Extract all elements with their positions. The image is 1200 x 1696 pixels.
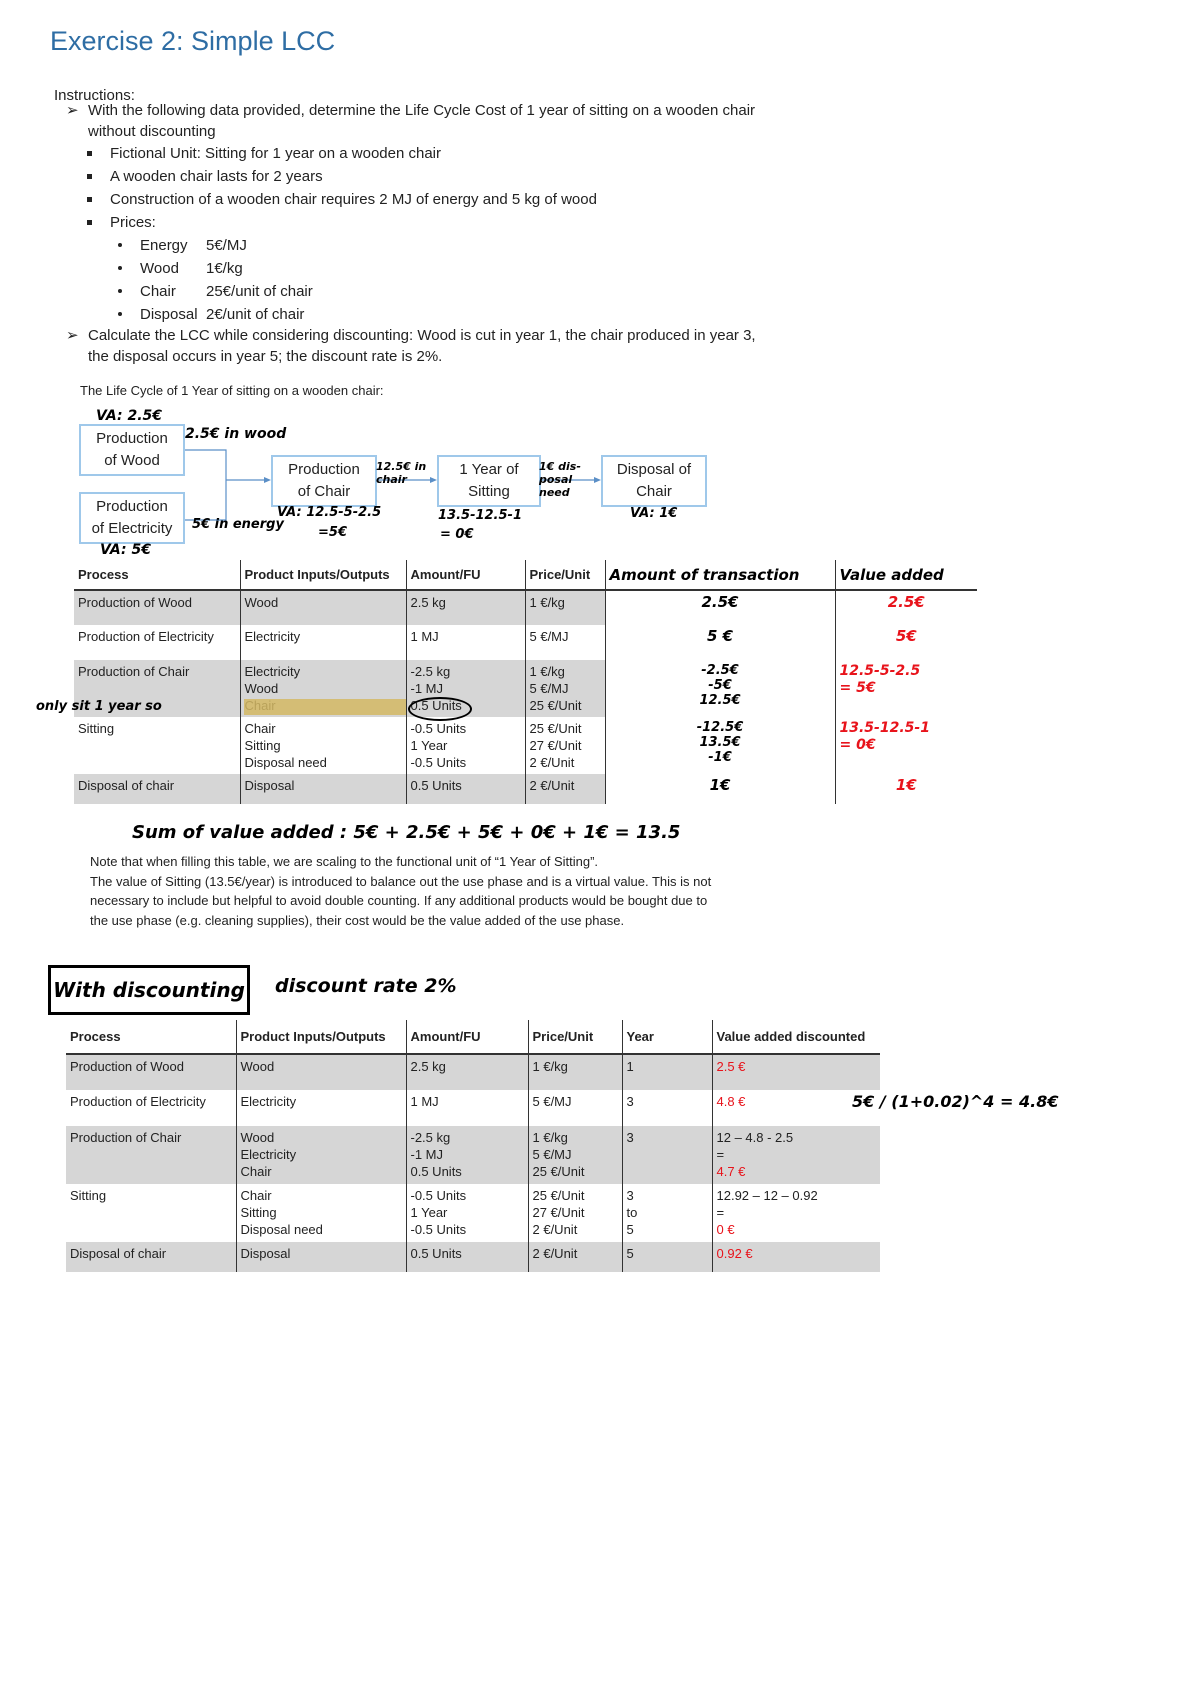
cell-io: Disposal [236, 1242, 406, 1272]
box-production-electricity: Production of Electricity [79, 492, 185, 544]
price-item: Disposal [140, 306, 198, 323]
hand-disposal-flow: 1€ dis-posal need [539, 460, 581, 499]
arrow-bullet-icon: ➢ [66, 327, 79, 344]
cell-amount: 0.5 Units [406, 774, 525, 804]
col-header-io: Product Inputs/Outputs [236, 1020, 406, 1054]
hand-with-discounting-box: With discounting [48, 965, 250, 1015]
cell-amount: 2.5 kg [406, 1054, 528, 1090]
page-title: Exercise 2: Simple LCC [50, 26, 336, 56]
cell-value-added: 2.5€ [835, 590, 977, 625]
table-row [74, 660, 977, 717]
cell-price: 5 €/MJ [525, 625, 605, 660]
hand-sit-calc: 13.5-12.5-1 [438, 508, 522, 523]
instruction-2: Calculate the LCC while considering discounting: Wood is cut in year 1, the chair produced in year 3, [88, 327, 756, 344]
cell-transaction: 1€ [605, 774, 835, 804]
table-row [74, 774, 977, 804]
va-red: 2.5 € [716, 1059, 746, 1074]
cell-year: 3 [622, 1090, 712, 1126]
cell-va [712, 1184, 880, 1242]
va-formula: 12 – 4.8 - 2.5 = [716, 1130, 794, 1162]
cell-process: Production of Wood [66, 1054, 236, 1090]
va-red: 4.8 € [716, 1094, 746, 1109]
cell-io: Chair Sitting Disposal need [240, 717, 406, 774]
note-line: Note that when filling this table, we are scaling to the functional unit of “1 Year of Sitting”. [90, 854, 599, 869]
cell-process: Sitting [78, 721, 115, 736]
note-line: necessary to include but helpful to avoid double counting. If any additional products would be bought due to [90, 893, 708, 908]
va-red: 0 € [716, 1222, 735, 1237]
cell-io: Wood [236, 1054, 406, 1090]
col-header-value-added: Value added [835, 560, 977, 590]
col-header-year: Year [622, 1020, 712, 1054]
hand-va-disposal: VA: 1€ [630, 506, 678, 521]
cell-io: Wood Electricity Chair [236, 1126, 406, 1184]
price-value: 1€/kg [206, 260, 243, 277]
hand-only-sit-note: only sit 1 year so [36, 699, 162, 714]
units-circle-mark [408, 697, 472, 721]
cell-price: 2 €/Unit [525, 774, 605, 804]
box-production-wood: Production of Wood [79, 424, 185, 476]
hand-energy-flow: 5€ in energy [192, 517, 284, 532]
price-value: 25€/unit of chair [206, 283, 313, 300]
cell-value-added: 1€ [835, 774, 977, 804]
note-line: The value of Sitting (13.5€/year) is introduced to balance out the use phase and is a virtual value. This is not [90, 873, 712, 889]
cell-va [712, 1242, 880, 1272]
col-header-process: Process [74, 560, 240, 590]
box-year-sitting: 1 Year of Sitting [437, 455, 541, 507]
instruction-2-cont: the disposal occurs in year 5; the discount rate is 2%. [88, 348, 443, 365]
col-header-price: Price/Unit [525, 560, 605, 590]
cell-process: Production of Electricity [70, 1094, 206, 1109]
cell-price: 25 €/Unit 27 €/Unit 2 €/Unit [528, 1184, 622, 1242]
hand-sum-value-added: Sum of value added : 5€ + 2.5€ + 5€ + 0€ + 1€ = 13.5 [132, 822, 681, 843]
cell-process: Production of Chair [66, 1126, 236, 1184]
cell-year: 3 [622, 1126, 712, 1184]
cell-process: Production of Wood [74, 590, 240, 625]
arrow-bullet-icon: ➢ [66, 102, 79, 119]
price-item: Chair [140, 283, 176, 300]
col-header-amount: Amount/FU [406, 1020, 528, 1054]
hand-wood-flow: 2.5€ in wood [185, 426, 287, 442]
hand-va-chair-result: =5€ [318, 525, 347, 540]
note-line: the use phase (e.g. cleaning supplies), their cost would be the value added of the use phase. [90, 912, 625, 928]
hand-va-elec: VA: 5€ [100, 542, 151, 558]
cell-price: 5 €/MJ [528, 1090, 622, 1126]
cell-amount: -0.5 Units 1 Year -0.5 Units [406, 717, 525, 774]
cell-process: Disposal of chair [66, 1242, 236, 1272]
cell-value-added: 13.5-12.5-1 = 0€ [835, 717, 977, 774]
col-header-transaction: Amount of transaction [605, 560, 835, 590]
cell-year: 3 to 5 [622, 1184, 712, 1242]
cell-io: Electricity [236, 1090, 406, 1126]
price-value: 2€/unit of chair [206, 306, 305, 323]
box-disposal-chair: Disposal of Chair [601, 455, 707, 507]
flow-connectors [0, 0, 1200, 560]
table-row [66, 1054, 880, 1090]
table-row [66, 1242, 880, 1272]
table-row [66, 1126, 880, 1184]
lcc-table [74, 560, 977, 804]
chair-highlight [244, 699, 406, 715]
cell-amount: 1 MJ [406, 625, 525, 660]
bullet-item: Prices: [110, 214, 156, 231]
cell-io: Disposal [240, 774, 406, 804]
va-red: 4.7 € [716, 1164, 746, 1179]
cell-transaction: -2.5€ -5€ 12.5€ [605, 660, 835, 717]
col-header-price: Price/Unit [528, 1020, 622, 1054]
cell-io: Chair Sitting Disposal need [236, 1184, 406, 1242]
cell-amount: 0.5 Units [406, 1242, 528, 1272]
instructions-label: Instructions: [54, 87, 135, 104]
table-row [66, 1184, 880, 1242]
col-header-io: Product Inputs/Outputs [240, 560, 406, 590]
col-header-process: Process [66, 1020, 236, 1054]
hand-va-wood: VA: 2.5€ [96, 408, 162, 424]
hand-discount-rate: discount rate 2% [275, 975, 457, 997]
cell-transaction: 5 € [605, 625, 835, 660]
table-row [74, 590, 977, 625]
bullet-item: Construction of a wooden chair requires 2 MJ of energy and 5 kg of wood [110, 191, 597, 208]
cell-price: 25 €/Unit 27 €/Unit 2 €/Unit [525, 717, 605, 774]
table-row [74, 717, 977, 774]
instruction-1-cont: without discounting [88, 123, 216, 140]
bullet-item: Fictional Unit: Sitting for 1 year on a wooden chair [110, 145, 442, 162]
box-production-chair: Production of Chair [271, 455, 377, 507]
hand-va-chair: VA: 12.5-5-2.5 [277, 505, 382, 520]
cell-transaction: 2.5€ [605, 590, 835, 625]
cell-io: Wood [240, 590, 406, 625]
cell-amount: 1 MJ [406, 1090, 528, 1126]
va-formula: 12.92 – 12 – 0.92 = [716, 1188, 818, 1220]
cell-process: Production of Chair [74, 660, 240, 717]
cell-process: Disposal of chair [74, 774, 240, 804]
cell-va [712, 1054, 880, 1090]
price-value: 5€/MJ [206, 237, 247, 254]
cell-year: 5 [622, 1242, 712, 1272]
cell-transaction: -12.5€ 13.5€ -1€ [605, 717, 835, 774]
va-red: 0.92 € [716, 1246, 753, 1261]
table-row [66, 1090, 880, 1126]
col-header-va-discounted: Value added discounted [712, 1020, 880, 1054]
cell-io: Electricity [240, 625, 406, 660]
cell-price: 1 €/kg [528, 1054, 622, 1090]
col-header-amount: Amount/FU [406, 560, 525, 590]
cell-year: 1 [622, 1054, 712, 1090]
cell-amount: 2.5 kg [406, 590, 525, 625]
cell-amount: -2.5 kg -1 MJ 0.5 Units [406, 660, 525, 717]
cell-value-added: 5€ [835, 625, 977, 660]
cell-process: Production of Electricity [78, 629, 214, 644]
cell-process: Sitting [70, 1188, 107, 1203]
price-item: Energy [140, 237, 188, 254]
cell-price: 1 €/kg 5 €/MJ 25 €/Unit [528, 1126, 622, 1184]
table-row [74, 625, 977, 660]
price-item: Wood [140, 260, 179, 277]
bullet-item: A wooden chair lasts for 2 years [110, 168, 323, 185]
hand-sit-result: = 0€ [440, 527, 474, 542]
lifecycle-caption: The Life Cycle of 1 Year of sitting on a wooden chair: [80, 383, 384, 398]
cell-amount: -0.5 Units 1 Year -0.5 Units [406, 1184, 528, 1242]
cell-io: Electricity Wood [240, 660, 406, 717]
cell-price: 1 €/kg [525, 590, 605, 625]
cell-price: 2 €/Unit [528, 1242, 622, 1272]
cell-va [712, 1126, 880, 1184]
notes-block [90, 852, 711, 930]
cell-value-added: 12.5-5-2.5 = 5€ [835, 660, 977, 717]
lcc-discounted-table [66, 1020, 880, 1272]
cell-amount: -2.5 kg -1 MJ 0.5 Units [406, 1126, 528, 1184]
hand-chair-flow: 12.5€ in chair [376, 460, 427, 486]
cell-price: 1 €/kg 5 €/MJ 25 €/Unit [525, 660, 605, 717]
instruction-1: With the following data provided, determine the Life Cycle Cost of 1 year of sitting on a wooden chair [88, 102, 756, 119]
hand-discount-formula: 5€ / (1+0.02)^4 = 4.8€ [852, 1092, 1059, 1111]
